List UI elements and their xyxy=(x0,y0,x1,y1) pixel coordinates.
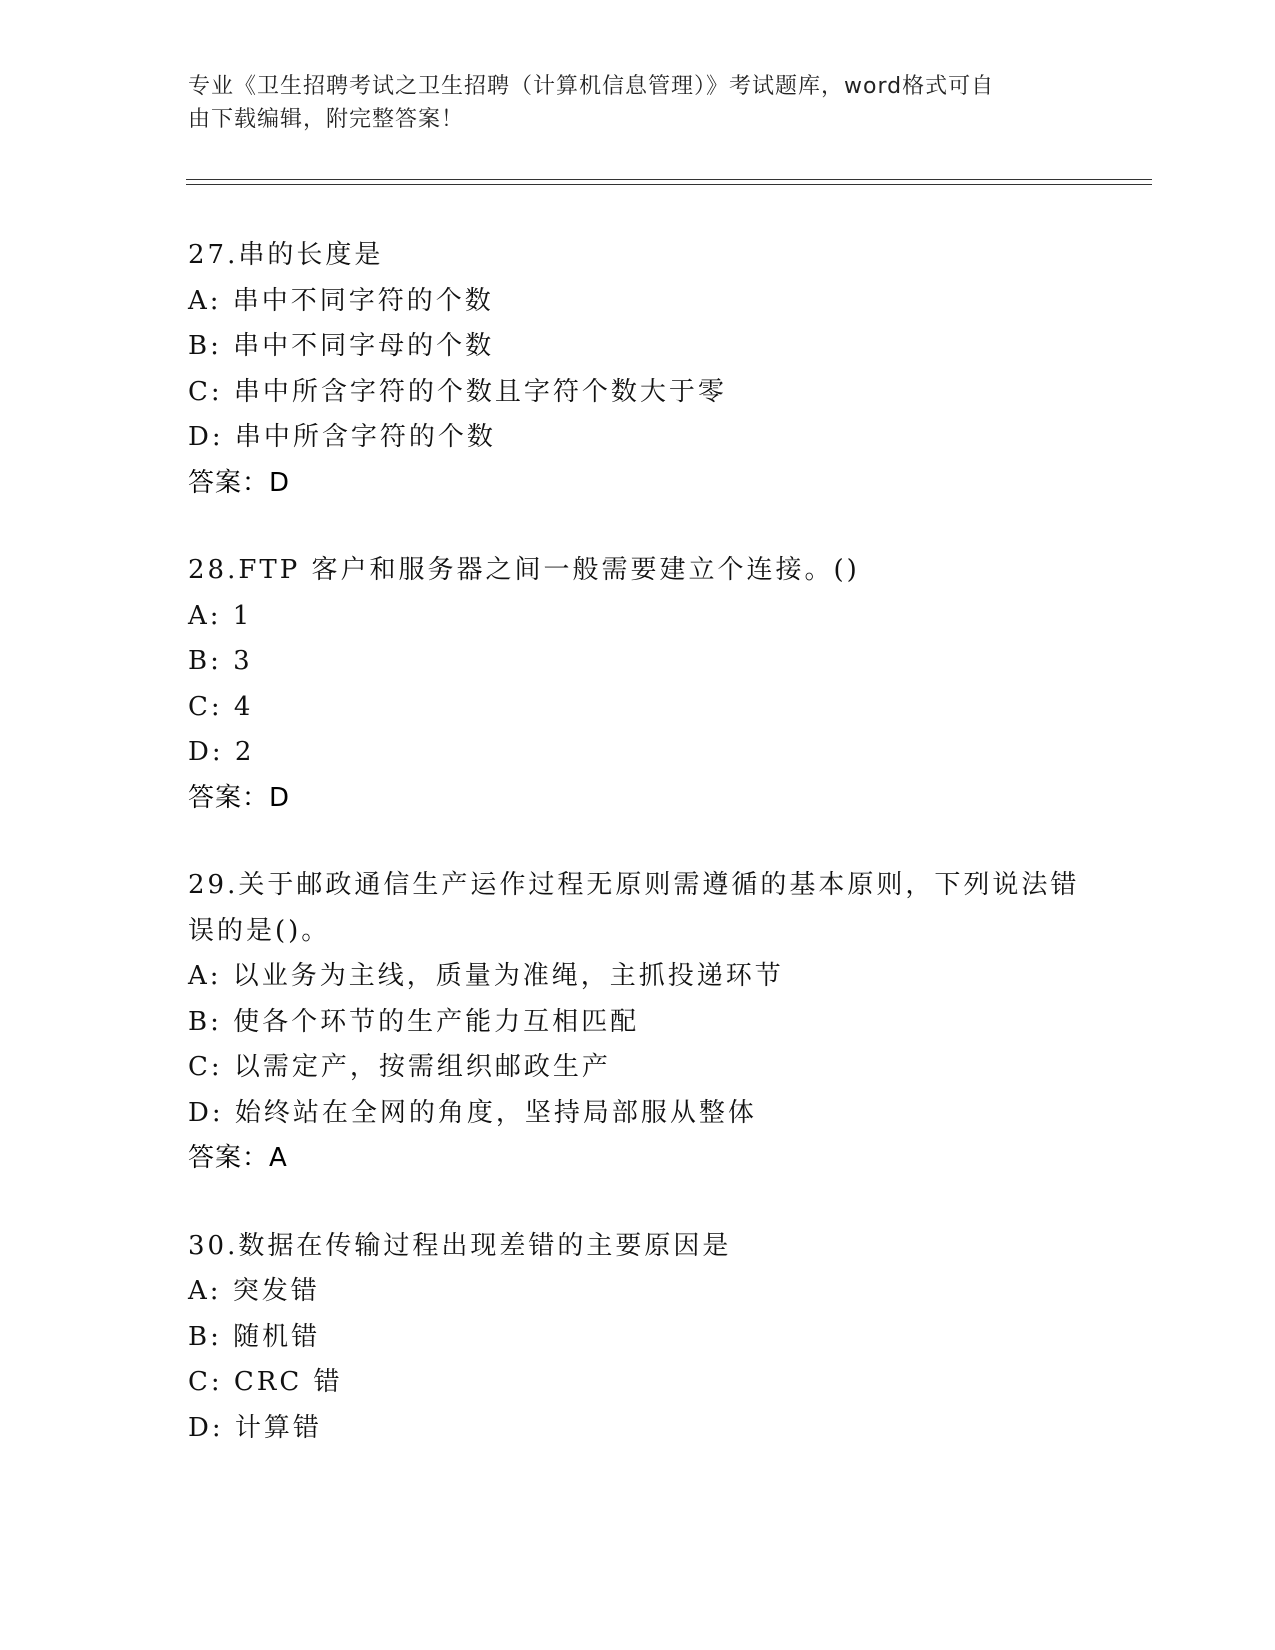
header-line-2: 由下载编辑，附完整答案！ xyxy=(188,107,465,132)
option-c: C: 串中所含字符的个数且字符个数大于零 xyxy=(188,376,727,407)
option-c: C: 4 xyxy=(188,691,254,722)
header-line-1: 专业《卫生招聘考试之卫生招聘（计算机信息管理）》考试题库，word格式可自 xyxy=(188,74,995,99)
option-b: B: 3 xyxy=(188,646,253,676)
question-stem-line-1: 29.关于邮政通信生产运作过程无原则需遵循的基本原则，下列说法错 xyxy=(188,870,1080,900)
option-c: C: CRC 错 xyxy=(188,1367,343,1397)
option-d: D: 始终站在全网的角度，坚持局部服从整体 xyxy=(188,1097,757,1128)
option-b: B: 随机错 xyxy=(188,1321,321,1352)
answer-label: 答案：A xyxy=(188,1143,288,1173)
answer-label: 答案：D xyxy=(188,782,291,813)
question-27 xyxy=(188,233,1088,506)
question-30 xyxy=(188,1224,1088,1452)
header-divider-top xyxy=(186,179,1152,180)
option-c: C: 以需定产，按需组织邮政生产 xyxy=(188,1052,611,1082)
option-a: A: 以业务为主线，质量为准绳，主抓投递环节 xyxy=(188,961,784,991)
answer-label: 答案：D xyxy=(188,467,291,498)
question-29 xyxy=(188,863,1088,1182)
option-d: D: 2 xyxy=(188,737,255,767)
question-stem: 28.FTP 客户和服务器之间一般需要建立个连接。() xyxy=(188,555,860,585)
option-a: A: 突发错 xyxy=(188,1276,320,1306)
option-d: D: 串中所含字符的个数 xyxy=(188,422,496,452)
header-divider-bottom xyxy=(186,184,1152,185)
question-stem: 30.数据在传输过程出现差错的主要原因是 xyxy=(188,1230,732,1261)
question-stem: 27.串的长度是 xyxy=(188,240,384,270)
option-d: D: 计算错 xyxy=(188,1412,322,1443)
question-stem-line-2: 误的是()。 xyxy=(188,915,331,946)
option-a: A: 串中不同字符的个数 xyxy=(188,285,494,316)
option-b: B: 串中不同字母的个数 xyxy=(188,331,495,361)
question-list xyxy=(188,233,1088,1493)
option-b: B: 使各个环节的生产能力互相匹配 xyxy=(188,1006,640,1037)
question-28 xyxy=(188,548,1088,821)
option-a: A: 1 xyxy=(188,600,253,631)
document-header xyxy=(188,70,1068,136)
